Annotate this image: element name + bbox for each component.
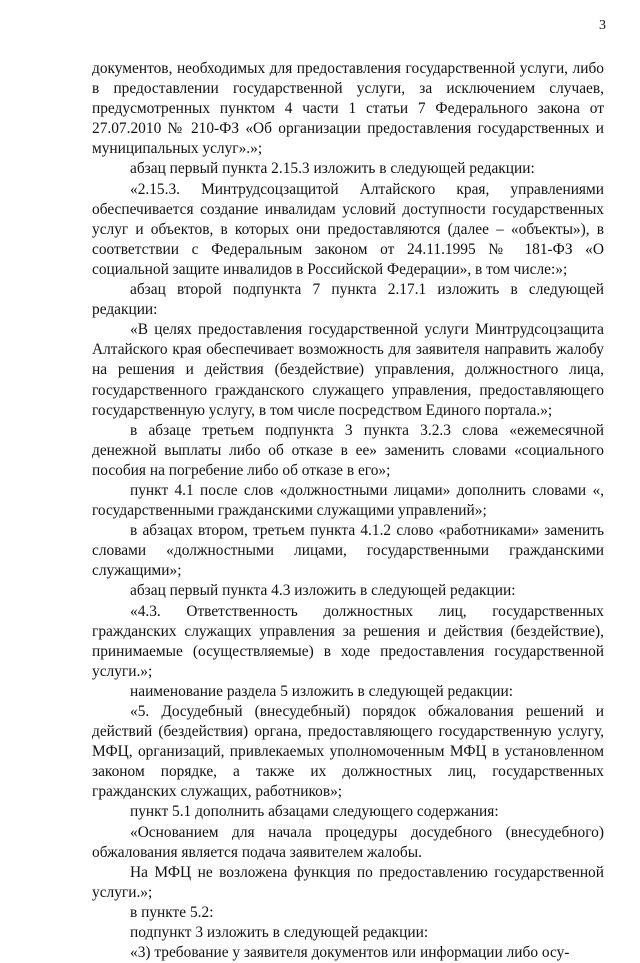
paragraph: «Основанием для начала процедуры досудебного (внесудебного) обжалования является подача заявителем жалобы. bbox=[92, 823, 604, 861]
paragraph: «4.3. Ответственность должностных лиц, государственных гражданских служащих управления за решения и действия (бездействие), принимаемые (осуществляемые) в ходе предоставления государственной услуги.»; bbox=[92, 602, 604, 680]
paragraph: абзац второй подпункта 7 пункта 2.17.1 изложить в следующей редакции: bbox=[92, 281, 604, 319]
paragraph: пункт 4.1 после слов «должностными лицами» дополнить словами «, государственными гражданскими служащими управлений»; bbox=[92, 481, 604, 520]
paragraph: документов, необходимых для предоставления государственной услуги, либо в предоставлении государственной услуги, за исключением случаев, предусмотренных пунктом 4 части 1 статьи 7 Федерального закона от 27.07.2010 № 210-ФЗ «Об организации предоставления государственных и муниципальных услуг».»; bbox=[92, 60, 604, 158]
paragraph: пункт 5.1 дополнить абзацами следующего содержания: bbox=[130, 803, 499, 821]
paragraph: в пункте 5.2: bbox=[130, 903, 214, 921]
paragraph: «2.15.3. Минтрудсоцзащитой Алтайского края, управлениями обеспечивается создание инвалидам условий доступности государственных услуг и объектов, в которых они предоставляются (далее – «объекты»), в соответствии с Федеральным законом от 24.11.1995 № 181-ФЗ «О социальной защите инвалидов в Российской Федерации», в том числе:»; bbox=[92, 180, 604, 278]
paragraph: в абзацах втором, третьем пункта 4.1.2 слово «работниками» заменить словами «должностными лицами, государственными гражданскими служащими»; bbox=[92, 522, 604, 580]
paragraph: «В целях предоставления государственной услуги Минтрудсоцзащита Алтайского края обеспечивает возможность для заявителя направить жалобу на решения и действия (бездействие) управления, должностного лица, государственного гражданского служащего управления, предоставляющего государственную услугу, в том числе посредством Единого портала.»; bbox=[92, 321, 604, 419]
page-number: 3 bbox=[599, 18, 606, 33]
paragraph: На МФЦ не возложена функция по предоставлению государственной услуги.»; bbox=[92, 863, 604, 901]
paragraph: «5. Досудебный (внесудебный) порядок обжалования решений и действий (бездействия) органа, предоставляющего государственную услугу, МФЦ, организаций, привлекаемых уполномоченным МФЦ в установленном законом порядке, а также их должностных лиц, государственных гражданских служащих, работников»; bbox=[92, 703, 604, 801]
paragraph: абзац первый пункта 2.15.3 изложить в следующей редакции: bbox=[130, 160, 535, 178]
paragraph: «3) требование у заявителя документов или информации либо осу- bbox=[130, 944, 570, 962]
paragraph: наименование раздела 5 изложить в следующей редакции: bbox=[130, 682, 514, 700]
document-body bbox=[92, 59, 604, 963]
paragraph: абзац первый пункта 4.3 изложить в следующей редакции: bbox=[130, 582, 516, 600]
paragraph: подпункт 3 изложить в следующей редакции: bbox=[130, 924, 429, 942]
paragraph: в абзаце третьем подпункта 3 пункта 3.2.3 слова «ежемесячной денежной выплаты либо об отказе в ее» заменить словами «социального пособия на погребение либо об отказе в его»; bbox=[92, 421, 604, 479]
